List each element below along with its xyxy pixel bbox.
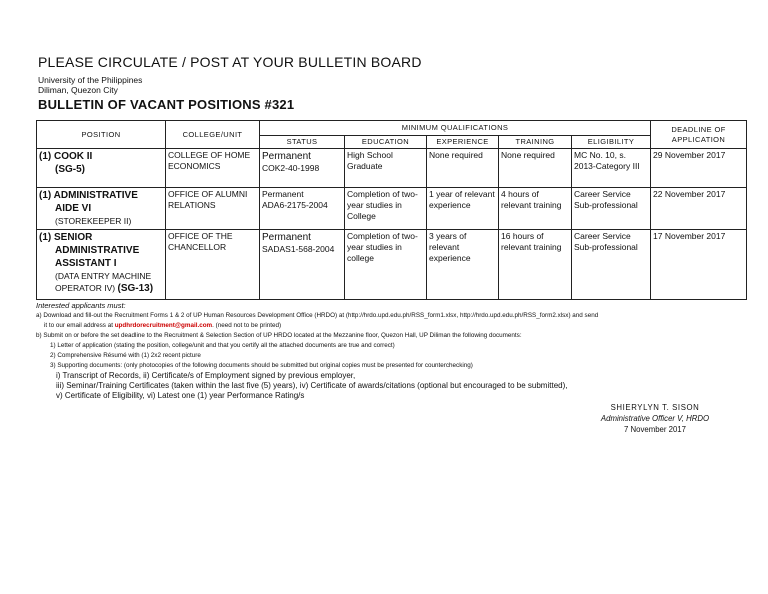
experience-cell: None required [427, 149, 499, 188]
recruitment-email-link[interactable]: updhrdorecruitment@gmail.com [114, 322, 213, 329]
training-cell: None required [499, 149, 572, 188]
status-cell [260, 188, 345, 230]
table-row [37, 188, 747, 230]
status-value: Permanent [262, 232, 311, 243]
vacancy-table [36, 120, 747, 300]
eligibility-cell: Career Service Sub-professional [572, 230, 651, 300]
position-subtitle-cont [39, 282, 163, 295]
campus-address: Diliman, Quezon City [38, 85, 118, 95]
status-value: Permanent [262, 151, 311, 162]
deadline-cell: 17 November 2017 [651, 230, 747, 300]
signature-block [596, 402, 714, 435]
deadline-cell: 22 November 2017 [651, 188, 747, 230]
status-cell [260, 230, 345, 300]
position-title: (1) COOK II [39, 151, 93, 162]
position-title: (1) ADMINISTRATIVE [39, 190, 138, 201]
header-status: STATUS [260, 136, 345, 149]
signatory-title: Administrative Officer V, HRDO [600, 414, 710, 423]
document-3-items-v: v) Certificate of Eligibility, vi) Latest one (1) year Performance Rating/s [56, 391, 305, 400]
education-cell: Completion of two-year studies in College [345, 188, 427, 230]
deadline-cell: 29 November 2017 [651, 149, 747, 188]
eligibility-cell: MC No. 10, s. 2013-Category III [572, 149, 651, 188]
training-cell: 16 hours of relevant training [499, 230, 572, 300]
training-cell: 4 hours of relevant training [499, 188, 572, 230]
instruction-a-note: . (need not to be printed) [212, 322, 282, 329]
status-code: SADAS1-568-2004 [262, 244, 335, 254]
instruction-b: b) Submit on or before the set deadline to the Recruitment & Selection Section of UP HRDO located at the Mezzanine floor, Quezon Hall, UP Diliman the following documents: [36, 332, 522, 339]
circulate-heading: PLEASE CIRCULATE / POST AT YOUR BULLETIN BOARD [38, 54, 422, 70]
table-row [37, 230, 747, 300]
document-3-items-i: i) Transcript of Records, ii) Certificate/s of Employment signed by previous employer, [56, 371, 356, 380]
position-subtitle-text: OPERATOR IV) [55, 283, 116, 293]
header-experience: EXPERIENCE [427, 136, 499, 149]
document-1: 1) Letter of application (stating the position, college/unit and that you certify all the attached documents are true and correct) [50, 342, 395, 349]
header-eligibility: ELIGIBILITY [572, 136, 651, 149]
header-education: EDUCATION [345, 136, 427, 149]
header-college: COLLEGE/UNIT [166, 121, 260, 149]
position-cell [37, 149, 166, 188]
header-training: TRAINING [499, 136, 572, 149]
instruction-a: a) Download and fill-out the Recruitment Forms 1 & 2 of UP Human Resources Development Office (HRDO) at (http://hrdo.upd.edu.ph/RSS_form1.xlsx, http://hrdo.upd.edu.ph/RSS_form2.xlsx) and send [36, 312, 599, 319]
university-address [38, 75, 142, 95]
signature-date: 7 November 2017 [624, 425, 686, 434]
document-3-items-iii: iii) Seminar/Training Certificates (taken within the last five (5) years), iv) Certificate of awards/citations (optional but encouraged to be submitted), [56, 381, 568, 390]
header-min-qualifications: MINIMUM QUALIFICATIONS [260, 121, 651, 136]
college-cell: OFFICE OF ALUMNI RELATIONS [166, 188, 260, 230]
position-cell [37, 188, 166, 230]
bulletin-title: BULLETIN OF VACANT POSITIONS #321 [38, 97, 295, 112]
position-subtitle: (STOREKEEPER II) [55, 216, 132, 226]
header-position: POSITION [37, 121, 166, 149]
table-row [37, 149, 747, 188]
position-cell [37, 230, 166, 300]
position-title: (1) SENIOR [39, 232, 93, 243]
document-3: 3) Supporting documents: (only photocopies of the following documents should be submitted but original copies must be presented for counterchecking) [50, 362, 473, 369]
education-cell: Completion of two-year studies in college [345, 230, 427, 300]
status-cell [260, 149, 345, 188]
position-title-cont: ADMINISTRATIVE [55, 245, 140, 256]
header-deadline: DEADLINE OF APPLICATION [651, 121, 747, 149]
status-value: Permanent [262, 189, 304, 199]
document-2: 2) Comprehensive Résumé with (1) 2x2 recent picture [50, 352, 201, 359]
education-cell: High School Graduate [345, 149, 427, 188]
salary-grade: (SG-13) [117, 283, 154, 294]
status-code: COK2-40-1998 [262, 163, 320, 173]
instruction-a-cont [36, 321, 736, 331]
position-title-cont: AIDE VI [55, 203, 92, 214]
status-code: ADA6-2175-2004 [262, 200, 328, 210]
signatory-name: SHIERYLYN T. SISON [610, 403, 700, 412]
position-title-cont: ASSISTANT I [55, 258, 117, 269]
eligibility-cell: Career Service Sub-professional [572, 188, 651, 230]
position-subtitle: (DATA ENTRY MACHINE [55, 271, 152, 281]
application-instructions [36, 301, 736, 401]
college-cell: OFFICE OF THE CHANCELLOR [166, 230, 260, 300]
instructions-intro: Interested applicants must: [36, 301, 126, 310]
experience-cell: 1 year of relevant experience [427, 188, 499, 230]
instruction-a-text: it to our email address at [44, 322, 113, 329]
salary-grade: (SG-5) [55, 164, 85, 175]
university-name: University of the Philippines [38, 75, 143, 85]
college-cell: COLLEGE OF HOME ECONOMICS [166, 149, 260, 188]
experience-cell: 3 years of relevant experience [427, 230, 499, 300]
